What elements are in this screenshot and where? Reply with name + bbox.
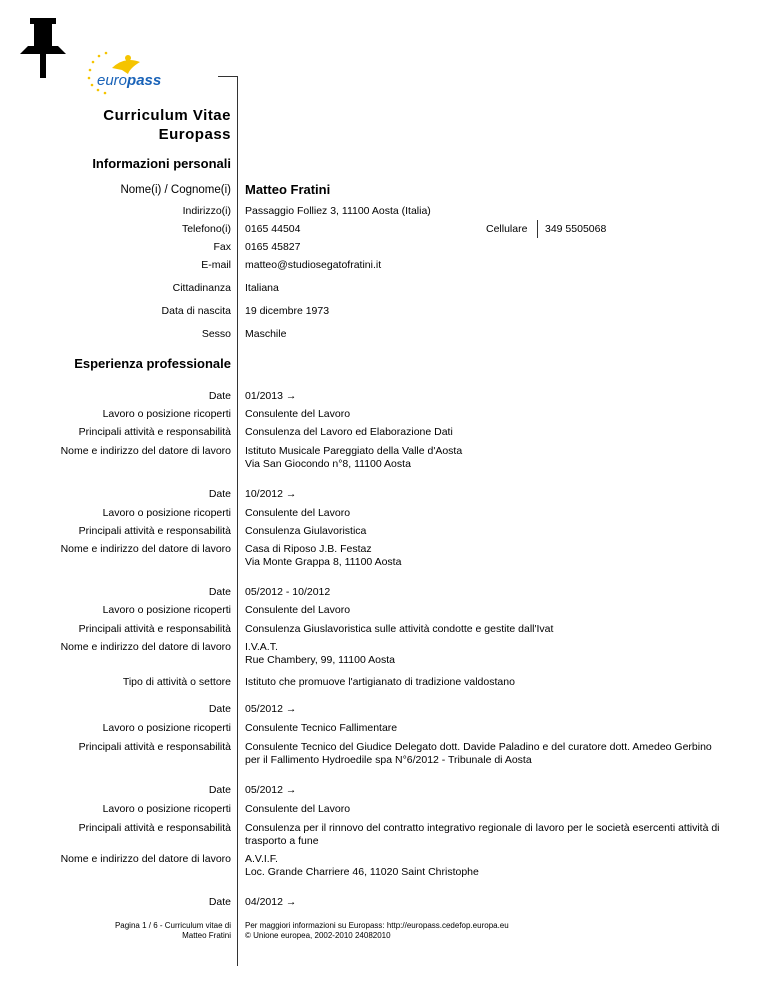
- entry-position: Consulente del Lavoro: [245, 803, 351, 815]
- pushpin-icon: [14, 14, 72, 80]
- date-label: Date: [208, 586, 231, 598]
- footer-copyright: © Unione europea, 2002-2010 24082010: [245, 931, 391, 940]
- date-label: Date: [208, 703, 231, 715]
- entry-date: 05/2012 →: [245, 784, 297, 796]
- sector-label: Tipo di attività o settore: [122, 676, 231, 688]
- activities-label: Principali attività e responsabilità: [78, 525, 231, 537]
- entry-date: 10/2012 →: [245, 488, 297, 500]
- activities-label: Principali attività e responsabilità: [78, 426, 231, 438]
- entry-employer: A.V.I.F. Loc. Grande Charriere 46, 11020 Saint Christophe: [245, 853, 479, 878]
- date-label: Date: [208, 896, 231, 908]
- entry-employer: Istituto Musicale Pareggiato della Valle d'Aosta Via San Giocondo n°8, 11100 Aosta: [245, 445, 463, 470]
- section-heading-personal: Informazioni personali: [92, 156, 231, 171]
- birth-value: 19 dicembre 1973: [245, 305, 330, 317]
- entry-date: 05/2012 - 10/2012: [245, 586, 331, 598]
- entry-position: Consulente del Lavoro: [245, 507, 351, 519]
- entry-employer: I.V.A.T. Rue Chambery, 99, 11100 Aosta: [245, 641, 396, 666]
- entry-activities: Consulenza per il rinnovo del contratto integrativo regionale di lavoro per le società esercenti attività di trasporto a fune: [245, 822, 720, 847]
- entry-activities: Consulenza Giuslavoristica sulle attività condotte e gestite dall'Ivat: [245, 623, 554, 635]
- fax-value: 0165 45827: [245, 241, 301, 253]
- name-label: Nome(i) / Cognome(i): [120, 184, 231, 196]
- section-heading-experience: Esperienza professionale: [74, 356, 231, 371]
- footer-info: [245, 921, 509, 941]
- entry-date: 04/2012 →: [245, 896, 297, 908]
- activities-label: Principali attività e responsabilità: [78, 741, 231, 753]
- activities-label: Principali attività e responsabilità: [78, 822, 231, 834]
- employer-label: Nome e indirizzo del datore di lavoro: [60, 853, 231, 865]
- entry-activities: Consulente Tecnico del Giudice Delegato dott. Davide Paladino e del curatore dott. Amedeo Gerbino per il Fallimento Hydroedile spa N°6/2012 - Tribunale di Aosta: [245, 741, 712, 766]
- activities-label: Principali attività e responsabilità: [78, 623, 231, 635]
- date-label: Date: [208, 488, 231, 500]
- phone-label: Telefono(i): [181, 223, 231, 235]
- europass-logo-text: europass: [97, 72, 162, 89]
- full-name: Matteo Fratini: [245, 182, 331, 197]
- entry-date: 05/2012 →: [245, 703, 297, 715]
- entry-employer: Casa di Riposo J.B. Festaz Via Monte Grappa 8, 11100 Aosta: [245, 543, 402, 568]
- date-label: Date: [208, 784, 231, 796]
- mobile-divider: [537, 220, 538, 238]
- citizenship-value: Italiana: [245, 282, 279, 294]
- sex-value: Maschile: [245, 328, 287, 340]
- position-label: Lavoro o posizione ricoperti: [102, 722, 231, 734]
- position-label: Lavoro o posizione ricoperti: [102, 803, 231, 815]
- header-rule: [218, 76, 238, 77]
- mobile-label: Cellulare: [486, 223, 528, 235]
- phone-value: 0165 44504: [245, 223, 301, 235]
- birth-label: Data di nascita: [161, 305, 231, 317]
- footer-link[interactable]: Per maggiori informazioni su Europass: http://europass.cedefop.europa.eu: [245, 921, 509, 930]
- fax-label: Fax: [213, 241, 231, 253]
- position-label: Lavoro o posizione ricoperti: [102, 408, 231, 420]
- entry-position: Consulente del Lavoro: [245, 408, 351, 420]
- employer-label: Nome e indirizzo del datore di lavoro: [60, 641, 231, 653]
- email-value[interactable]: matteo@studiosegatofratini.it: [245, 259, 382, 271]
- position-label: Lavoro o posizione ricoperti: [102, 604, 231, 616]
- position-label: Lavoro o posizione ricoperti: [102, 507, 231, 519]
- mobile-value: 349 5505068: [545, 223, 607, 235]
- entry-activities: Consulenza Giulavoristica: [245, 525, 367, 537]
- entry-position: Consulente del Lavoro: [245, 604, 351, 616]
- column-divider: [237, 76, 238, 966]
- date-label: Date: [208, 390, 231, 402]
- document-title: Curriculum Vitae Europass: [103, 107, 231, 143]
- entry-sector: Istituto che promuove l'artigianato di tradizione valdostano: [245, 676, 515, 688]
- sex-label: Sesso: [201, 328, 231, 340]
- entry-position: Consulente Tecnico Fallimentare: [245, 722, 398, 734]
- entry-activities: Consulenza del Lavoro ed Elaborazione Dati: [245, 426, 453, 438]
- footer-page-info: Pagina 1 / 6 - Curriculum vitae di Matteo Fratini: [114, 921, 231, 940]
- employer-label: Nome e indirizzo del datore di lavoro: [60, 543, 231, 555]
- entry-date: 01/2013 →: [245, 390, 297, 402]
- citizenship-label: Cittadinanza: [172, 282, 231, 294]
- email-label: E-mail: [201, 259, 231, 271]
- address-value: Passaggio Folliez 3, 11100 Aosta (Italia): [245, 205, 431, 217]
- employer-label: Nome e indirizzo del datore di lavoro: [60, 445, 231, 457]
- address-label: Indirizzo(i): [182, 205, 231, 217]
